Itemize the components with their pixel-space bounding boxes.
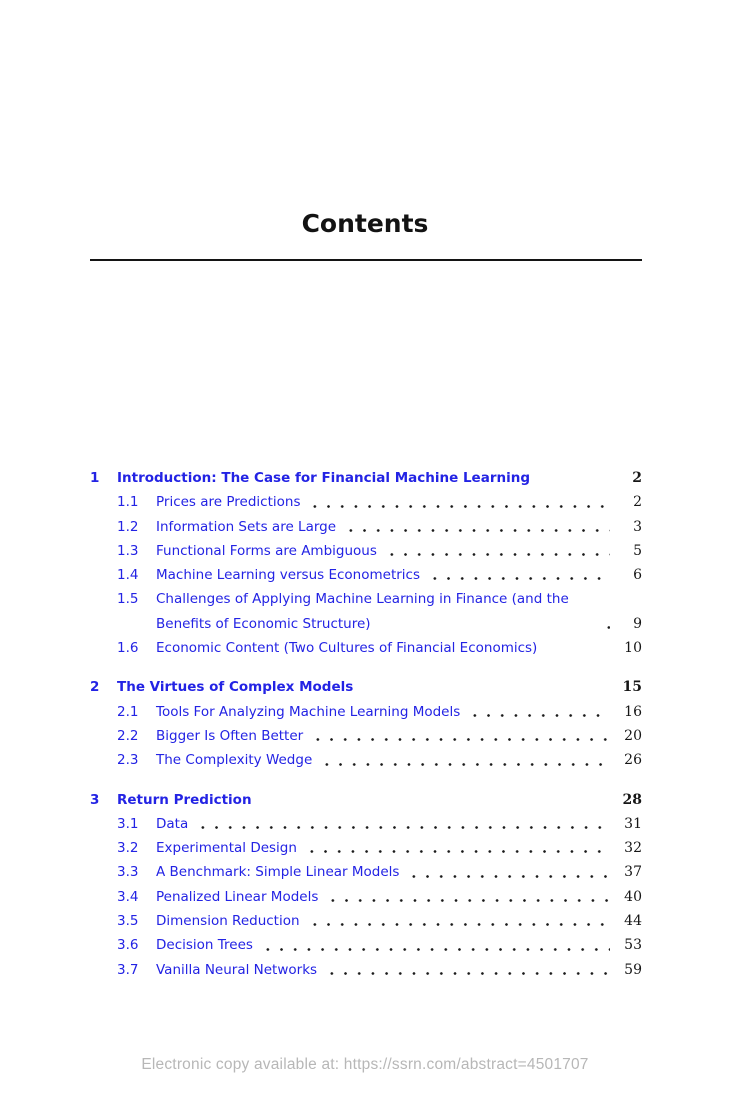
toc-subsection-entry[interactable]: [90, 636, 642, 660]
toc-subsection-number: 3.1: [117, 815, 139, 832]
toc-section-entry[interactable]: [90, 675, 642, 699]
toc-subsection-page: 2: [633, 494, 642, 511]
toc-section-title: The Virtues of Complex Models: [117, 679, 354, 696]
toc-subsection-number: 2.1: [117, 703, 139, 720]
toc-subsection-entry[interactable]: [90, 700, 642, 724]
toc-dot-leader: [426, 563, 610, 587]
toc-subsection-number: 1.4: [117, 567, 139, 584]
toc-subsection-title: Prices are Predictions: [156, 494, 301, 511]
toc-subsection-title: Economic Content (Two Cultures of Financial Economics): [156, 640, 538, 657]
toc-subsection-entry[interactable]: [90, 812, 642, 836]
toc-subsection-title: Functional Forms are Ambiguous: [156, 542, 377, 559]
toc-subsection-page: 3: [633, 518, 642, 535]
toc-subsection-title: Machine Learning versus Econometrics: [156, 567, 420, 584]
toc-group: [90, 466, 642, 660]
toc-subsection-title: Vanilla Neural Networks: [156, 961, 318, 978]
toc-subsection-page: 6: [633, 567, 642, 584]
toc-dot-leader: [466, 700, 610, 724]
toc-subsection-title: Dimension Reduction: [156, 913, 300, 930]
toc-leader: [536, 466, 610, 490]
toc-dot-leader: [600, 612, 610, 636]
toc-subsection-title: Experimental Design: [156, 840, 297, 857]
toc-section-number: 2: [90, 679, 100, 696]
toc-subsection-page: 20: [624, 727, 642, 744]
toc-subsection-title: Data: [156, 815, 189, 832]
toc-subsection-number: 3.7: [117, 961, 139, 978]
toc-subsection-page: 44: [624, 913, 642, 930]
page-title: Contents: [301, 209, 429, 238]
toc-subsection-title: Decision Trees: [156, 937, 253, 954]
toc-group: [90, 788, 642, 982]
toc-subsection-page: 9: [633, 615, 642, 632]
toc-dot-leader: [194, 812, 610, 836]
ssrn-stamp: [0, 1056, 730, 1074]
toc-subsection-page: 40: [624, 888, 642, 905]
toc-subsection-page: 37: [624, 864, 642, 881]
toc-dot-leader: [306, 490, 610, 514]
toc-subsection-entry[interactable]: [90, 748, 642, 772]
toc-subsection-title: A Benchmark: Simple Linear Models: [156, 864, 400, 881]
toc-subsection-title: Tools For Analyzing Machine Learning Models: [156, 703, 461, 720]
toc-subsection-number: 1.2: [117, 518, 139, 535]
toc-dot-leader: [543, 636, 610, 660]
toc-subsection-entry[interactable]: [90, 724, 642, 748]
toc-subsection-number: 3.5: [117, 913, 139, 930]
toc-subsection-entry[interactable]: [90, 587, 642, 636]
toc-subsection-title: Information Sets are Large: [156, 518, 337, 535]
toc-subsection-title: Penalized Linear Models: [156, 888, 319, 905]
toc-subsection-page: 26: [624, 752, 642, 769]
toc-section-page: 28: [622, 791, 642, 808]
toc-leader: [359, 675, 610, 699]
toc-subsection-number: 3.2: [117, 840, 139, 857]
toc-section-page: 2: [632, 470, 642, 486]
toc-dot-leader: [318, 748, 610, 772]
toc-section-entry[interactable]: [90, 466, 642, 490]
toc-dot-leader: [303, 836, 610, 860]
title-rule: [90, 259, 642, 261]
toc-subsection-title: Bigger Is Often Better: [156, 727, 304, 744]
toc-dot-leader: [306, 909, 610, 933]
toc-subsection-number: 3.6: [117, 937, 139, 954]
toc-subsection-entry[interactable]: [90, 860, 642, 884]
toc-subsection-entry[interactable]: [90, 933, 642, 957]
toc-section-number: 1: [90, 470, 100, 486]
toc-subsection-page: 53: [624, 937, 642, 954]
toc-subsection-entry[interactable]: [90, 515, 642, 539]
toc-section-page: 15: [622, 679, 642, 696]
toc-subsection-entry[interactable]: [90, 563, 642, 587]
toc-leader: [258, 788, 610, 812]
toc-subsection-number: 2.3: [117, 752, 139, 769]
toc-subsection-entry[interactable]: [90, 909, 642, 933]
toc-subsection-title: Challenges of Applying Machine Learning in Finance (and the Benefits of Economic Structure): [156, 591, 569, 632]
toc-subsection-number: 1.5: [117, 591, 139, 608]
toc-subsection-number: 3.4: [117, 888, 139, 905]
toc-subsection-number: 1.1: [117, 494, 139, 511]
ssrn-stamp-text: Electronic copy available at: https://ssrn.com/abstract=4501707: [141, 1056, 589, 1073]
toc-subsection-number: 1.6: [117, 640, 139, 657]
toc-subsection-page: 5: [633, 542, 642, 559]
toc-subsection-entry[interactable]: [90, 885, 642, 909]
toc-subsection-title: The Complexity Wedge: [156, 752, 313, 769]
toc-subsection-page: 32: [624, 840, 642, 857]
toc-dot-leader: [342, 515, 610, 539]
toc-subsection-number: 2.2: [117, 727, 139, 744]
toc-dot-leader: [309, 724, 610, 748]
toc-dot-leader: [383, 539, 610, 563]
table-of-contents: [90, 466, 642, 982]
toc-dot-leader: [323, 958, 610, 982]
toc-subsection-page: 31: [624, 815, 642, 832]
toc-section-title: Return Prediction: [117, 791, 252, 808]
toc-dot-leader: [324, 885, 610, 909]
toc-subsection-number: 3.3: [117, 864, 139, 881]
toc-subsection-number: 1.3: [117, 542, 139, 559]
toc-dot-leader: [259, 933, 610, 957]
toc-section-entry[interactable]: [90, 788, 642, 812]
toc-subsection-page: 10: [624, 640, 642, 657]
toc-subsection-page: 16: [624, 703, 642, 720]
toc-group: [90, 675, 642, 772]
toc-subsection-entry[interactable]: [90, 539, 642, 563]
toc-section-title: Introduction: The Case for Financial Machine Learning: [117, 470, 530, 486]
toc-subsection-entry[interactable]: [90, 958, 642, 982]
toc-dot-leader: [405, 860, 610, 884]
toc-subsection-entry[interactable]: [90, 490, 642, 514]
toc-section-number: 3: [90, 791, 100, 808]
toc-subsection-entry[interactable]: [90, 836, 642, 860]
toc-subsection-page: 59: [624, 961, 642, 978]
